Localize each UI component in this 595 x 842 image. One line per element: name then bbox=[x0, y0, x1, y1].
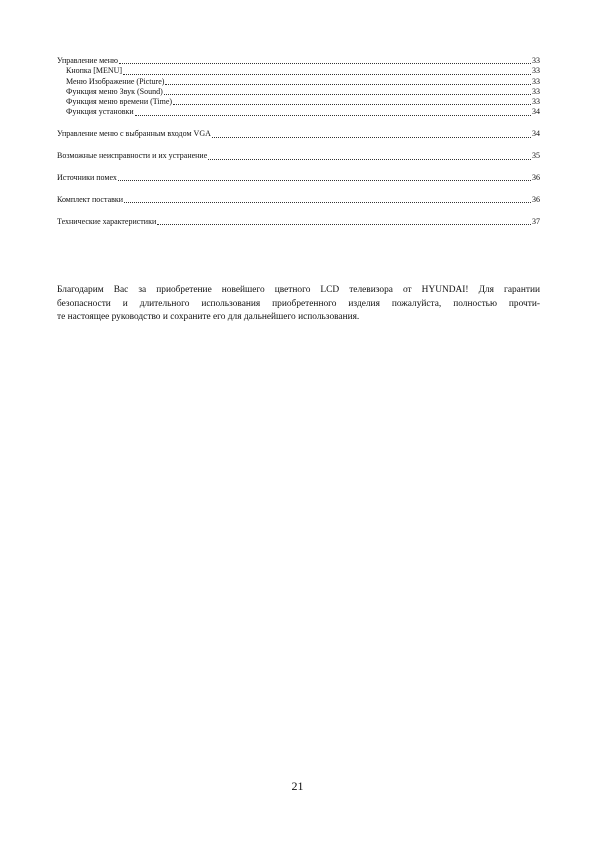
toc-entry-label: Меню Изображение (Picture) bbox=[66, 76, 165, 86]
toc-entry-page: 36 bbox=[532, 173, 540, 183]
toc-leader-dots bbox=[212, 136, 531, 138]
toc-entry-page: 34 bbox=[532, 107, 540, 117]
toc-leader-dots bbox=[164, 93, 531, 95]
toc-entry-label: Комплект поставки bbox=[57, 195, 124, 205]
toc-entry-label: Кнопка [MENU] bbox=[66, 66, 123, 76]
toc-leader-dots bbox=[124, 201, 531, 203]
intro-paragraph bbox=[57, 284, 540, 325]
toc-leader-dots bbox=[135, 114, 531, 116]
toc-entry-label: Функция установки bbox=[66, 107, 134, 117]
toc-entry bbox=[57, 195, 540, 205]
toc-entry bbox=[57, 173, 540, 183]
toc-entry-page: 33 bbox=[532, 56, 540, 65]
toc-entry bbox=[57, 107, 540, 117]
toc-entry bbox=[57, 217, 540, 227]
toc-leader-dots bbox=[173, 103, 531, 105]
toc-leader-dots bbox=[123, 73, 531, 75]
toc-entry-label: Функция меню Звук (Sound) bbox=[66, 86, 163, 96]
toc-leader-dots bbox=[157, 223, 531, 225]
toc-entry-page: 33 bbox=[532, 86, 540, 96]
toc-entry bbox=[57, 129, 540, 139]
toc-entry-page: 33 bbox=[532, 66, 540, 76]
toc-entry bbox=[57, 66, 540, 76]
toc-leader-dots bbox=[119, 62, 531, 64]
toc-entry-label: Управление меню с выбранным входом VGA bbox=[57, 129, 211, 139]
toc-entry bbox=[57, 97, 540, 107]
toc-entry bbox=[57, 151, 540, 161]
toc-leader-dots bbox=[118, 179, 531, 181]
toc-entry-label: Технические характеристики bbox=[57, 216, 157, 226]
toc-leader-dots bbox=[165, 83, 531, 85]
toc-entry-page: 35 bbox=[532, 151, 540, 161]
toc-entry-page: 34 bbox=[532, 129, 540, 139]
toc-entry-page: 33 bbox=[532, 76, 540, 86]
toc-entry bbox=[57, 56, 540, 66]
toc-entry-label: Функция меню времени (Time) bbox=[66, 97, 173, 107]
toc-entry-label: Источники помех bbox=[57, 173, 117, 183]
toc-entry bbox=[57, 77, 540, 87]
intro-line: те настоящее руководство и сохраните его для дальнейшего использования. bbox=[57, 312, 360, 323]
table-of-contents bbox=[57, 56, 540, 227]
intro-line: безопасности и длительного использования приобретенного изделия пожалуйста, полностью прочти- bbox=[57, 298, 540, 309]
toc-entry bbox=[57, 87, 540, 97]
toc-entry-label: Управление меню bbox=[57, 56, 118, 65]
toc-entry-page: 37 bbox=[532, 216, 540, 226]
toc-entry-page: 36 bbox=[532, 195, 540, 205]
toc-leader-dots bbox=[208, 158, 531, 160]
toc-entry-page: 33 bbox=[532, 97, 540, 107]
toc-entry-label: Возможные неисправности и их устранение bbox=[57, 151, 208, 161]
intro-line: Благодарим Вас за приобретение новейшего цветного LCD телевизора от HYUNDAI! Для гарантии bbox=[57, 285, 540, 295]
page-number: 21 bbox=[291, 779, 304, 793]
